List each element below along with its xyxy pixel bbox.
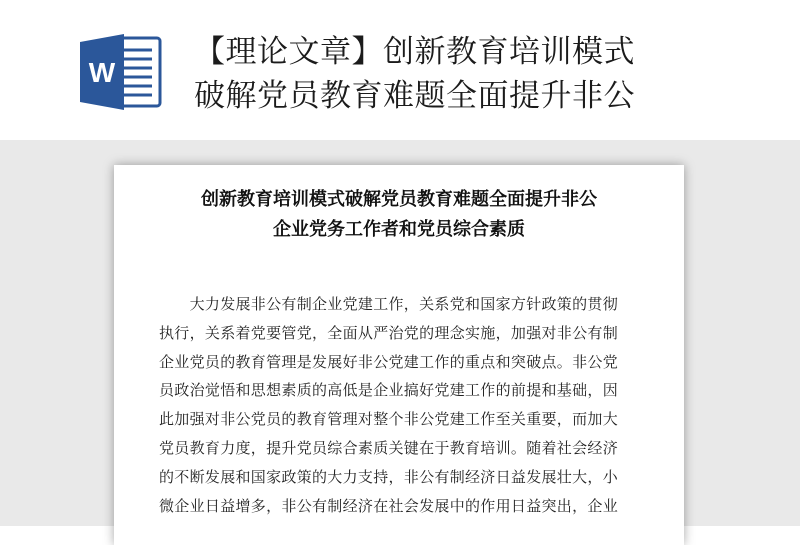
document-body <box>159 290 644 520</box>
body-line: 的不断发展和国家政策的大力支持，非公有制经济日益发展壮大，小 <box>159 467 619 486</box>
header-title <box>194 30 794 118</box>
document-page <box>114 165 684 545</box>
body-line: 微企业日益增多，非公有制经济在社会发展中的作用日益突出，企业 <box>159 496 619 515</box>
word-document-icon <box>76 28 164 116</box>
body-line: 此加强对非公党员的教育管理对整个非公党建工作至关重要，而加大 <box>159 410 619 429</box>
body-line: 企业党员的教育管理是发展好非公党建工作的重点和突破点。非公党 <box>159 352 619 371</box>
body-line: 大力发展非公有制企业党建工作，关系党和国家方针政策的贯彻 <box>159 295 619 313</box>
header-band <box>0 0 800 140</box>
document-title <box>114 185 684 245</box>
document-title-line-1: 创新教育培训模式破解党员教育难题全面提升非公 <box>201 189 597 210</box>
body-line: 党员教育力度，提升党员综合素质关键在于教育培训。随着社会经济 <box>159 438 619 457</box>
header-title-line-1: 【理论文章】创新教育培训模式 <box>194 34 635 70</box>
body-line: 执行，关系着党要管党，全面从严治党的理念实施，加强对非公有制 <box>159 323 619 342</box>
svg-text:W: W <box>88 57 116 88</box>
header-title-line-2: 破解党员教育难题全面提升非公 <box>194 78 635 114</box>
document-title-line-2: 企业党务工作者和党员综合素质 <box>273 219 525 240</box>
body-line: 员政治觉悟和思想素质的高低是企业搞好党建工作的前提和基础，因 <box>159 381 619 400</box>
